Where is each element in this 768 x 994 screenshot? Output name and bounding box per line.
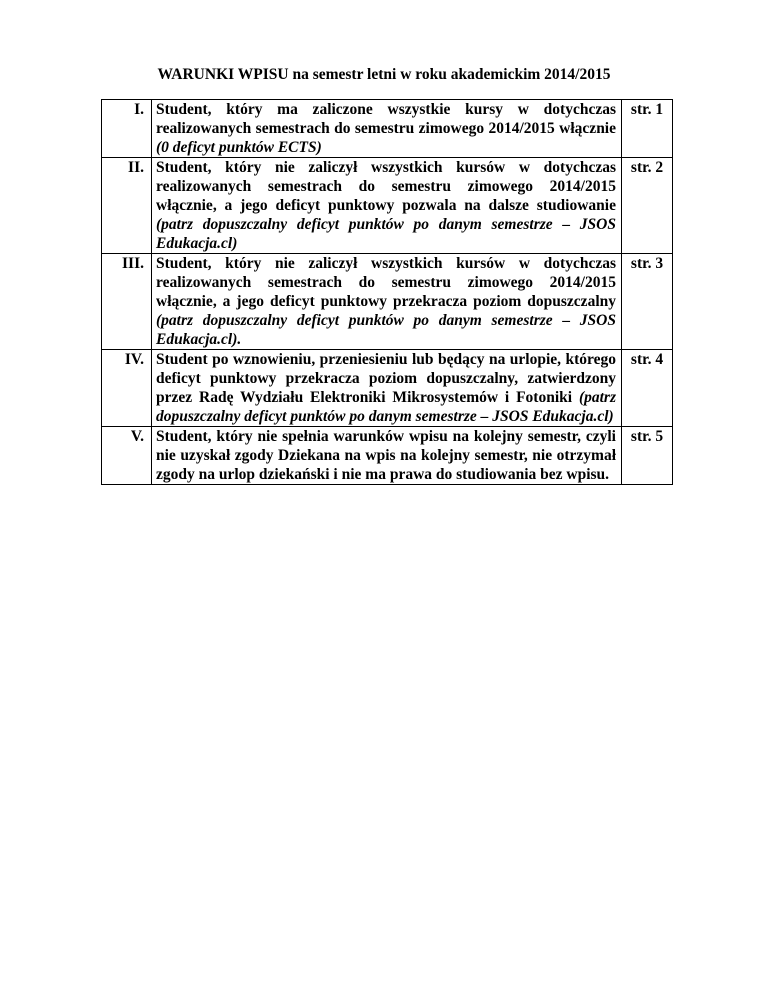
row-description	[152, 427, 622, 485]
row-number: IV.	[102, 350, 152, 427]
row-page-ref: str. 3	[622, 254, 673, 350]
row-number: V.	[102, 427, 152, 485]
row-number: II.	[102, 158, 152, 254]
row-note: (patrz dopuszczalny deficyt punktów po danym semestrze – JSOS Edukacja.cl).	[156, 312, 616, 348]
table-row	[102, 254, 673, 350]
table-row	[102, 100, 673, 158]
table-row	[102, 350, 673, 427]
row-number: I.	[102, 100, 152, 158]
row-description	[152, 350, 622, 427]
row-text: Student, który nie zaliczył wszystkich kursów w dotychczas realizowanych semestrach do semestru zimowego 2014/2015 włącznie, a jego deficyt punktowy pozwala na dalsze studiowanie	[156, 159, 616, 214]
row-note: (patrz dopuszczalny deficyt punktów po danym semestrze – JSOS Edukacja.cl)	[156, 389, 616, 425]
row-note: (patrz dopuszczalny deficyt punktów po danym semestrze – JSOS Edukacja.cl)	[156, 216, 616, 252]
row-page-ref: str. 4	[622, 350, 673, 427]
conditions-table	[101, 99, 673, 485]
row-text: Student, który nie zaliczył wszystkich kursów w dotychczas realizowanych semestrach do semestru zimowego 2014/2015 włącznie, a jego deficyt punktowy przekracza poziom dopuszczalny	[156, 255, 616, 310]
row-description	[152, 100, 622, 158]
table-row	[102, 427, 673, 485]
row-page-ref: str. 1	[622, 100, 673, 158]
row-note: (0 deficyt punktów ECTS)	[156, 139, 322, 156]
document-title: WARUNKI WPISU na semestr letni w roku akademickim 2014/2015	[157, 66, 611, 83]
row-page-ref: str. 5	[622, 427, 673, 485]
row-text: Student po wznowieniu, przeniesieniu lub będący na urlopie, którego deficyt punktowy przekracza poziom dopuszczalny, zatwierdzony przez Radę Wydziału Elektroniki Mikrosystemów i Fotoniki	[156, 351, 616, 406]
row-text: Student, który ma zaliczone wszystkie kursy w dotychczas realizowanych semestrach do semestru zimowego 2014/2015 włącznie	[156, 101, 616, 137]
row-text: Student, który nie spełnia warunków wpisu na kolejny semestr, czyli nie uzyskał zgody Dziekana na wpis na kolejny semestr, nie otrzymał zgody na urlop dziekański i nie ma prawa do studiowania bez wpisu.	[156, 428, 616, 483]
table-row	[102, 158, 673, 254]
row-description	[152, 158, 622, 254]
row-number: III.	[102, 254, 152, 350]
row-description	[152, 254, 622, 350]
row-page-ref: str. 2	[622, 158, 673, 254]
